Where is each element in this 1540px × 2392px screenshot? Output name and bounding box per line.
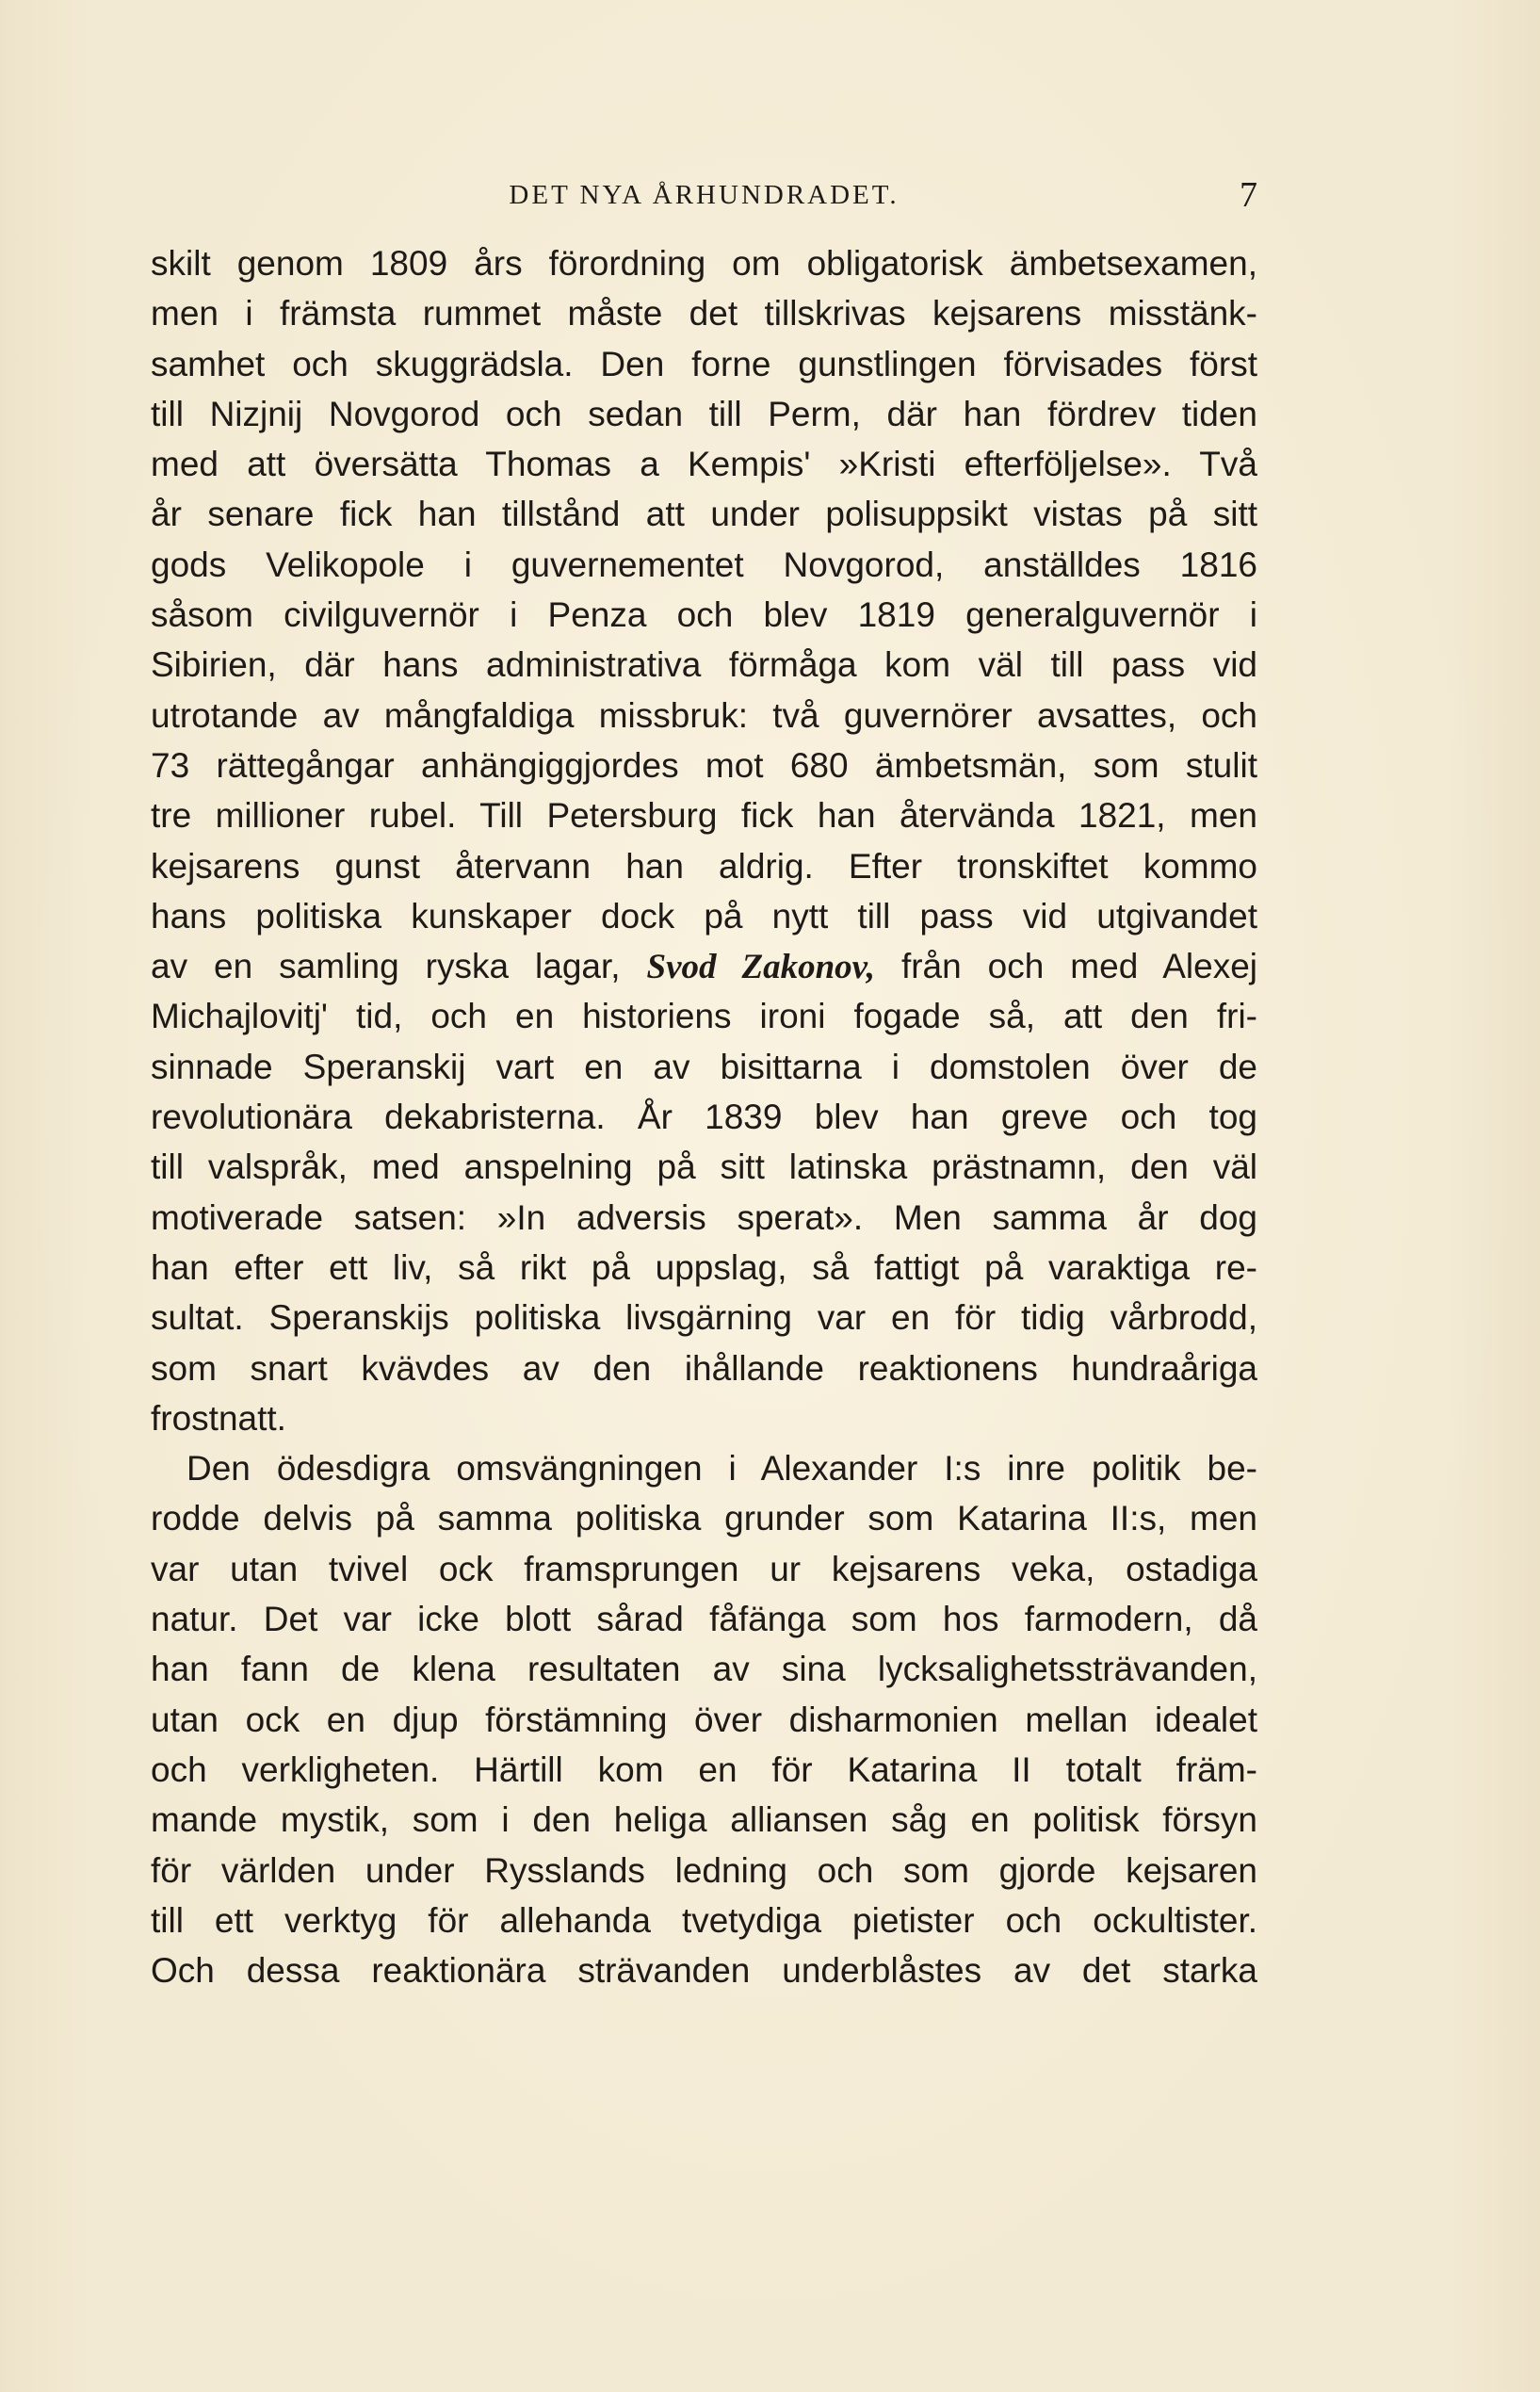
text-line: var utan tvivel ock framsprungen ur kejsarens veka, ostadiga xyxy=(151,1549,1257,1588)
text-line: Michajlovitj' tid, och en historiens ironi fogade så, att den fri- xyxy=(151,997,1257,1036)
text-line: och verkligheten. Härtill kom en för Katarina II totalt främ- xyxy=(151,1749,1257,1789)
text-line: till ett verktyg för allehanda tvetydiga pietister och ockultister. xyxy=(151,1900,1257,1940)
text-line: Sibirien, där hans administrativa förmåga kom väl till pass vid xyxy=(151,645,1257,685)
text-line: rodde delvis på samma politiska grunder som Katarina II:s, men xyxy=(151,1499,1257,1538)
text-line: för världen under Rysslands ledning och som gjorde kejsaren xyxy=(151,1850,1257,1890)
text-line: samhet och skuggrädsla. Den forne gunstlingen förvisades först xyxy=(151,344,1257,383)
text-line: utrotande av mångfaldiga missbruk: två guvernörer avsattes, och xyxy=(151,695,1257,735)
text-line: mande mystik, som i den heliga alliansen såg en politisk försyn xyxy=(151,1800,1257,1840)
paragraph-1 xyxy=(151,238,1257,1443)
text-line: Den ödesdigra omsvängningen i Alexander I:s inre politik be- xyxy=(186,1449,1257,1489)
book-title: Svod Zakonov, xyxy=(646,948,875,987)
text-line: men i främsta rummet måste det tillskrivas kejsarens misstänk- xyxy=(151,294,1257,334)
text-segment: från och med Alexej xyxy=(874,947,1257,986)
body-text xyxy=(151,238,1257,1995)
text-line: hans politiska kunskaper dock på nytt till pass vid utgivandet xyxy=(151,896,1257,936)
text-segment: av en samling ryska lagar, xyxy=(151,947,647,986)
text-line: sultat. Speranskijs politiska livsgärning var en för tidig vårbrodd, xyxy=(151,1298,1257,1338)
text-line: som snart kvävdes av den ihållande reaktionens hundraåriga xyxy=(151,1348,1257,1388)
page-header xyxy=(151,174,1257,218)
text-line: utan ock en djup förstämning över disharmonien mellan idealet xyxy=(151,1700,1257,1739)
text-line: frostnatt. xyxy=(151,1398,286,1438)
text-line: gods Velikopole i guvernementet Novgorod, anställdes 1816 xyxy=(151,545,1257,584)
text-line-with-title xyxy=(151,941,1257,991)
text-line: Och dessa reaktionära strävanden underblåstes av det starka xyxy=(151,1951,1257,1991)
text-line: såsom civilguvernör i Penza och blev 1819 generalguvernör i xyxy=(151,595,1257,635)
text-line: sinnade Speranskij vart en av bisittarna i domstolen över de xyxy=(151,1047,1257,1086)
running-head: DET NYA ÅRHUNDRADET. xyxy=(509,180,900,210)
text-line: skilt genom 1809 års förordning om obligatorisk ämbetsexamen, xyxy=(151,244,1257,283)
text-line: han fann de klena resultaten av sina lycksalighetssträvanden, xyxy=(151,1650,1257,1689)
text-line: han efter ett liv, så rikt på uppslag, så fattigt på varaktiga re- xyxy=(151,1247,1257,1287)
text-line: tre millioner rubel. Till Petersburg fick han återvända 1821, men xyxy=(151,796,1257,836)
text-line: natur. Det var icke blott sårad fåfänga som hos farmodern, då xyxy=(151,1600,1257,1639)
text-line: till valspråk, med anspelning på sitt latinska prästnamn, den väl xyxy=(151,1147,1257,1187)
text-line: kejsarens gunst återvann han aldrig. Efter tronskiftet kommo xyxy=(151,846,1257,886)
text-line: motiverade satsen: »In adversis sperat». Men samma år dog xyxy=(151,1197,1257,1237)
text-line: år senare fick han tillstånd att under polisuppsikt vistas på sitt xyxy=(151,495,1257,534)
text-line: 73 rättegångar anhängiggjordes mot 680 ämbetsmän, som stulit xyxy=(151,745,1257,785)
paragraph-2 xyxy=(151,1443,1257,1995)
page-number: 7 xyxy=(1240,175,1257,215)
text-line: med att översätta Thomas a Kempis' »Kristi efterföljelse». Två xyxy=(151,445,1257,484)
text-line: till Nizjnij Novgorod och sedan till Perm, där han fördrev tiden xyxy=(151,394,1257,433)
text-line: revolutionära dekabristerna. År 1839 blev han greve och tog xyxy=(151,1098,1257,1137)
